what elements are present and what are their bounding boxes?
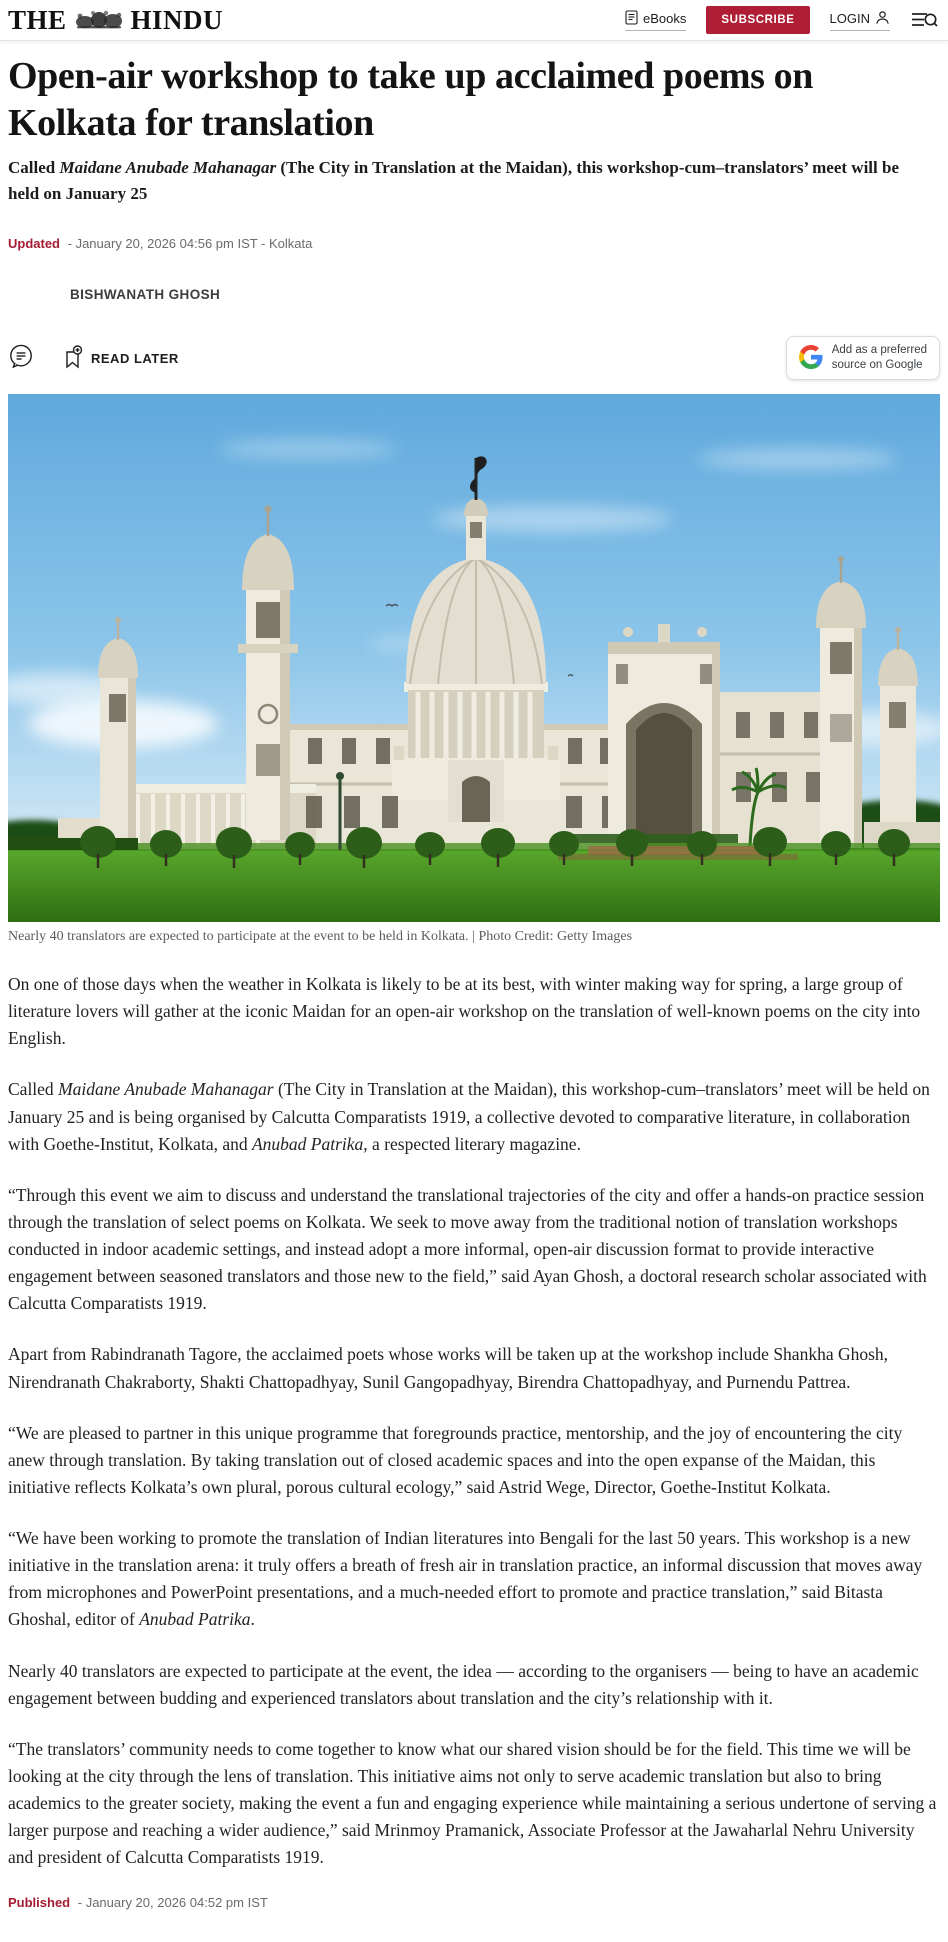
- article-paragraph: “The translators’ community needs to come together to know what our shared vision should be for the field. This time we will be looking at the city through the lens of translation. This initiative aims not only to serve academic translation but also to bring academics to the greater society, making the event a fun and engaging experience while maintaining a serious undertone of serving a larger purpose and reaching a wider audience,” said Mrinmoy Pramanick, Associate Professor at the Jawaharlal Nehru University and president of Calcutta Comparatists 1919.: [8, 1738, 937, 1868]
- hindu-crest-icon: [73, 9, 125, 31]
- ebooks-link[interactable]: [625, 10, 686, 31]
- subscribe-button[interactable]: SUBSCRIBE: [706, 6, 809, 34]
- published-value: - January 20, 2026 04:52 pm IST: [77, 1895, 268, 1911]
- ebook-icon: [625, 10, 638, 28]
- hero-image-victoria-memorial: [8, 394, 940, 922]
- login-link[interactable]: [830, 10, 890, 31]
- logo-text-the: THE: [8, 4, 67, 35]
- article-paragraph: On one of those days when the weather in Kolkata is likely to be at its best, with winter making way for spring, a large group of literature lovers will gather at the iconic Maidan for an open-air workshop on the translation of well-known poems on the city into English.: [8, 974, 921, 1049]
- google-button-label: Add as a preferred source on Google: [831, 344, 927, 372]
- article-paragraph: “We are pleased to partner in this unique programme that foregrounds practice, mentorship, and the joy of encountering the city anew through translation. By taking translation out of closed academic spaces and into the open expanse of the Maidan, this initiative reflects Kolkata’s own plural, porous cultural ecology,” said Astrid Wege, Director, Goethe-Institut Kolkata.: [8, 1422, 903, 1497]
- logo-text-hindu: HINDU: [130, 4, 224, 35]
- updated-label: Updated: [8, 236, 60, 252]
- article-body: [8, 971, 940, 1871]
- image-caption: Nearly 40 translators are expected to participate at the event to be held in Kolkata. | Photo Credit: Getty Images: [8, 929, 633, 945]
- header-nav: [625, 6, 938, 34]
- user-icon: [875, 10, 890, 28]
- article-paragraph: “Through this event we aim to discuss and understand the translational trajectories of the city and offer a hands-on practice session through the translation of select poems on Kolkata. We seek to move away from the traditional notion of translation workshops conducted in indoor academic settings, and instead adopt a more informal, open-air discussion format to provide interactive engagement between seasoned translators and those new to the field,” said Ayan Ghosh, a doctoral research scholar associated with Calcutta Comparatists 1919.: [8, 1184, 927, 1314]
- article-page: [0, 53, 948, 1910]
- masthead-logo[interactable]: [8, 5, 223, 36]
- article-standfirst: Called Maidane Anubade Mahanagar (The City in Translation at the Maidan), this workshop-cum–translators’ meet will be held on January 25: [8, 158, 899, 203]
- article-paragraph: “We have been working to promote the translation of Indian literatures into Bengali for the last 50 years. This workshop is a new initiative in the translation arena: it truly offers a breath of fresh air in translation practice, an informal discussion that moves away from microphones and PowerPoint presentations, and a much-needed effort to promote and practice translation,” said Bitasta Ghoshal, editor of Anubad Patrika.: [8, 1528, 923, 1630]
- comments-button[interactable]: [8, 343, 34, 374]
- bookmark-plus-icon: [64, 345, 83, 372]
- article-paragraph: Apart from Rabindranath Tagore, the acclaimed poets whose works will be taken up at the workshop include Shankha Ghosh, Nirendranath Chakraborty, Shakti Chattopadhyay, Sunil Gangopadhyay, Birendra Chattopadhyay, and Purnendu Pattrea.: [8, 1344, 889, 1392]
- author-byline[interactable]: BISHWANATH GHOSH: [70, 287, 221, 303]
- published-label: Published: [8, 1895, 71, 1911]
- google-preferred-source-button[interactable]: [786, 336, 940, 380]
- comment-icon: [8, 343, 34, 374]
- published-dateline: [8, 1895, 940, 1910]
- updated-value: - January 20, 2026 04:56 pm IST - Kolkata: [67, 236, 313, 252]
- read-later-button[interactable]: [64, 345, 179, 372]
- action-left-group: [8, 343, 179, 374]
- article-paragraph: Called Maidane Anubade Mahanagar (The City in Translation at the Maidan), this workshop-cum–translators’ meet will be held on January 25 and is being organised by Calcutta Comparatists 1919, a collective devoted to comparative literature, in collaboration with Goethe-Institut, Kolkata, and Anubad Patrika, a respected literary magazine.: [8, 1079, 930, 1154]
- ebooks-label: eBooks: [643, 11, 687, 26]
- menu-search-button[interactable]: [910, 10, 938, 30]
- login-label: LOGIN: [829, 11, 870, 26]
- updated-dateline: [8, 236, 940, 251]
- article-paragraph: Nearly 40 translators are expected to participate at the event, the idea — according to the organisers — being to have an academic engagement between budding and experienced translators about translation and the city’s relationship with it.: [8, 1660, 919, 1708]
- site-header: [0, 0, 948, 41]
- google-g-icon: [799, 345, 823, 372]
- read-later-label: READ LATER: [91, 350, 179, 366]
- article-action-row: [8, 336, 940, 380]
- page-title: Open-air workshop to take up acclaimed poems on Kolkata for translation: [8, 55, 813, 145]
- victoria-memorial-illustration: [8, 394, 940, 922]
